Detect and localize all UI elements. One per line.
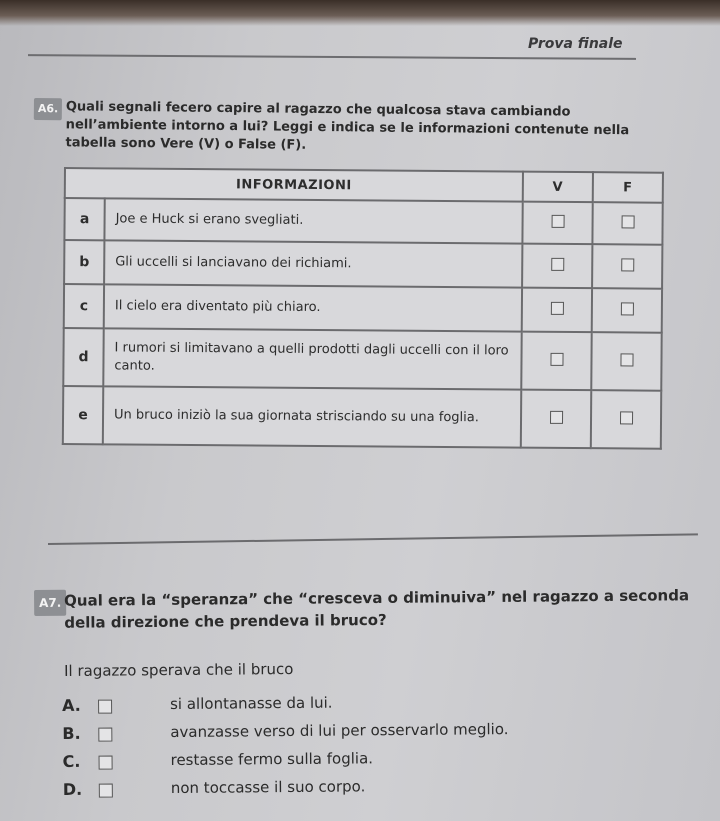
header-informazioni: INFORMAZIONI xyxy=(65,168,523,202)
info-table xyxy=(62,167,664,450)
checkbox-v-a[interactable] xyxy=(551,214,564,227)
row-letter: c xyxy=(64,284,104,328)
checkbox-f-a[interactable] xyxy=(621,215,634,228)
answer-options xyxy=(62,691,623,808)
checkbox-v-c[interactable] xyxy=(550,301,563,314)
option-label: A. xyxy=(62,695,81,715)
checkbox-v-d[interactable] xyxy=(550,352,563,365)
option-text: si allontanasse da lui. xyxy=(169,693,333,714)
checkbox-option-b[interactable] xyxy=(98,728,112,742)
option-text: restasse fermo sulla foglia. xyxy=(170,749,374,770)
header-f: F xyxy=(593,172,663,203)
question-stem-a7: Il ragazzo sperava che il bruco xyxy=(64,659,294,680)
header-v: V xyxy=(523,172,593,203)
option-label: B. xyxy=(62,723,81,743)
table-row xyxy=(63,328,661,391)
row-letter: a xyxy=(64,198,104,240)
header-rule xyxy=(28,54,636,60)
row-text: I rumori si limitavano a quelli prodotti dagli uccelli con il loro canto. xyxy=(103,328,521,389)
row-letter: d xyxy=(63,328,103,386)
checkbox-v-e[interactable] xyxy=(550,410,563,423)
checkbox-v-b[interactable] xyxy=(551,257,564,270)
option-d xyxy=(63,775,623,808)
question-text-a6: Quali segnali fecero capire al ragazzo che qualcosa stava cambiando nell’ambiente intorno a lui? Leggi e indica se le informazioni contenute nella tabella sono Vere (V) o False (F). xyxy=(65,99,630,153)
row-letter: e xyxy=(63,386,103,444)
checkbox-option-d[interactable] xyxy=(99,784,113,798)
checkbox-f-e[interactable] xyxy=(619,411,632,424)
row-text: Un bruco iniziò la sua giornata strisciando su una foglia. xyxy=(103,386,521,447)
question-a6 xyxy=(34,98,634,153)
table-row xyxy=(64,198,662,245)
page-top-edge xyxy=(0,0,720,26)
option-text: non toccasse il suo corpo. xyxy=(170,777,366,798)
table-header-row xyxy=(65,168,663,203)
checkbox-f-d[interactable] xyxy=(620,353,633,366)
question-text-a7: Qual era la “speranza” che “cresceva o diminuiva” nel ragazzo a seconda della direzione che prendeva il bruco? xyxy=(64,586,690,632)
row-text: Joe e Huck si erano svegliati. xyxy=(104,198,522,243)
table-row xyxy=(63,386,661,449)
row-text: Gli uccelli si lanciavano dei richiami. xyxy=(104,240,522,287)
row-text: Il cielo era diventato più chiaro. xyxy=(104,284,522,331)
option-text: avanzasse verso di lui per osservarlo meglio. xyxy=(170,720,509,742)
option-label: D. xyxy=(62,779,83,799)
section-divider xyxy=(48,533,698,545)
question-a7 xyxy=(34,584,694,632)
checkbox-option-c[interactable] xyxy=(99,756,113,770)
checkbox-f-c[interactable] xyxy=(620,302,633,315)
option-label: C. xyxy=(62,751,81,771)
question-badge-a6: A6. xyxy=(34,98,63,120)
row-letter: b xyxy=(64,240,104,284)
table-row xyxy=(64,240,662,289)
page-header-title: Prova finale xyxy=(528,36,623,52)
checkbox-option-a[interactable] xyxy=(98,700,112,714)
table-row xyxy=(64,284,662,333)
checkbox-f-b[interactable] xyxy=(621,258,634,271)
question-badge-a7: A7. xyxy=(34,590,66,616)
